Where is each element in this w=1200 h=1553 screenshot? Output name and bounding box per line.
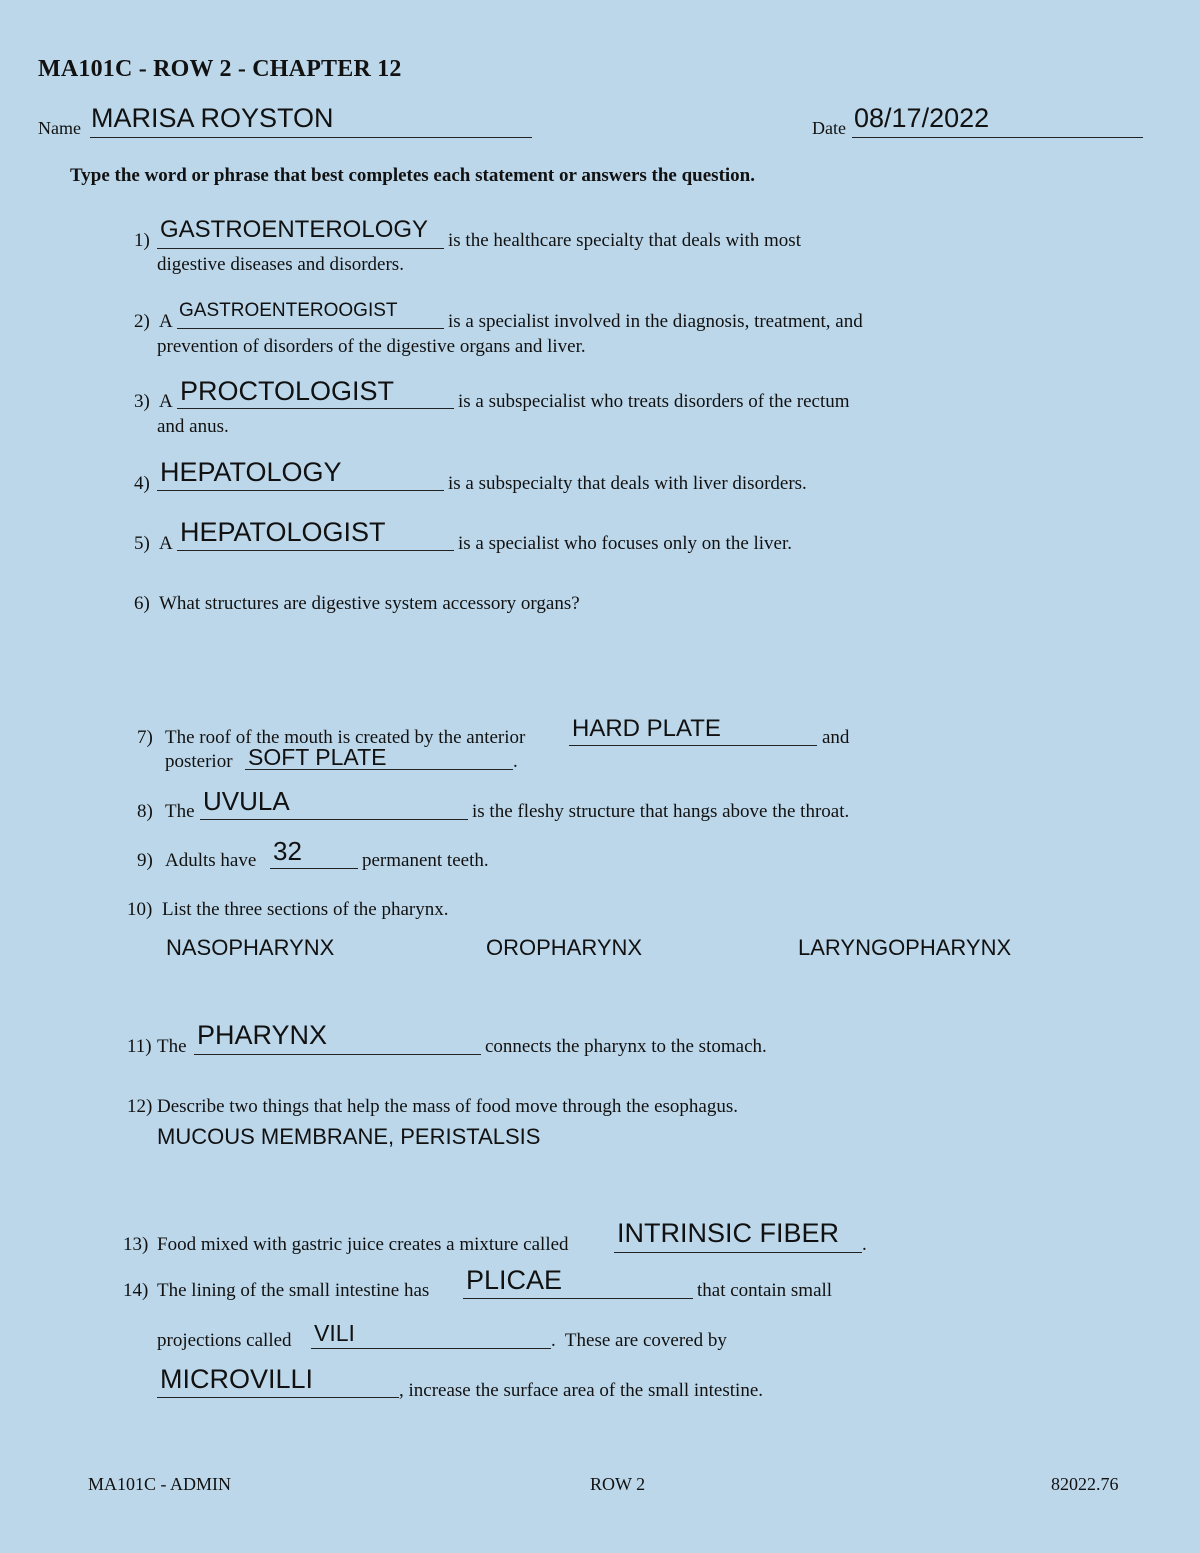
answer-field-q7b[interactable]: SOFT PLATE: [248, 744, 387, 770]
question-text: is a specialist who focuses only on the liver.: [458, 533, 793, 554]
answer-field-q10-1[interactable]: NASOPHARYNX: [166, 935, 335, 960]
question-text: List the three sections of the pharynx.: [162, 899, 449, 920]
question-text: projections called: [157, 1330, 292, 1351]
answer-field-q11[interactable]: PHARYNX: [197, 1020, 328, 1050]
question-text: that contain small: [697, 1280, 833, 1301]
question-number: 6): [134, 593, 150, 614]
question-text: Describe two things that help the mass of food move through the esophagus.: [157, 1096, 738, 1117]
footer-center: ROW 2: [590, 1474, 646, 1494]
answer-underline: [157, 248, 444, 249]
question-text: is a specialist involved in the diagnosis, treatment, and: [448, 311, 863, 332]
question-prefix: A: [159, 311, 173, 332]
question-text: posterior: [165, 751, 233, 772]
answer-field-q1[interactable]: GASTROENTEROLOGY: [160, 216, 429, 243]
instructions: Type the word or phrase that best completes each statement or answers the question.: [70, 165, 755, 186]
question-text: connects the pharynx to the stomach.: [485, 1036, 767, 1057]
question-text: digestive diseases and disorders.: [157, 254, 404, 275]
question-prefix: The: [165, 801, 195, 822]
answer-field-q13[interactable]: INTRINSIC FIBER: [617, 1218, 840, 1248]
question-text: is a subspecialist who treats disorders of the rectum: [458, 391, 850, 412]
question-number: 3): [134, 391, 150, 412]
date-underline: [852, 137, 1143, 138]
name-label: Name: [38, 118, 81, 138]
question-text: .: [862, 1234, 867, 1255]
question-text: . These are covered by: [551, 1330, 727, 1351]
answer-field-q2[interactable]: GASTROENTEROOGIST: [179, 300, 398, 321]
footer-right: 82022.76: [1051, 1474, 1119, 1494]
question-number: 12): [127, 1096, 153, 1117]
question-text: and anus.: [157, 416, 229, 437]
answer-field-q14b[interactable]: VILI: [314, 1320, 355, 1346]
question-number: 8): [137, 801, 153, 822]
question-number: 4): [134, 473, 150, 494]
answer-field-q12[interactable]: MUCOUS MEMBRANE, PERISTALSIS: [157, 1124, 541, 1149]
answer-field-q10-3[interactable]: LARYNGOPHARYNX: [798, 935, 1012, 960]
question-text: prevention of disorders of the digestive organs and liver.: [157, 336, 586, 357]
question-text: is the fleshy structure that hangs above the throat.: [472, 801, 850, 822]
answer-field-q7a[interactable]: HARD PLATE: [572, 715, 721, 742]
question-number: 1): [134, 230, 150, 251]
answer-field-q9[interactable]: 32: [273, 836, 302, 866]
answer-underline: [270, 868, 358, 869]
answer-field-q3[interactable]: PROCTOLOGIST: [180, 376, 395, 406]
answer-underline: [157, 1397, 399, 1398]
date-field[interactable]: 08/17/2022: [854, 103, 990, 133]
answer-field-q14c[interactable]: MICROVILLI: [160, 1364, 314, 1394]
question-text: and: [822, 727, 850, 748]
question-number: 9): [137, 850, 153, 871]
answer-underline: [569, 745, 817, 746]
question-text: The roof of the mouth is created by the anterior: [165, 727, 526, 748]
name-underline: [90, 137, 532, 138]
question-number: 5): [134, 533, 150, 554]
answer-underline: [311, 1348, 551, 1349]
answer-underline: [614, 1252, 862, 1253]
question-number: 2): [134, 311, 150, 332]
question-prefix: A: [159, 533, 173, 554]
answer-field-q14a[interactable]: PLICAE: [466, 1265, 563, 1295]
question-text: Food mixed with gastric juice creates a mixture called: [157, 1234, 569, 1255]
answer-field-q8[interactable]: UVULA: [203, 786, 290, 816]
answer-underline: [177, 408, 454, 409]
question-text: is a subspecialty that deals with liver disorders.: [448, 473, 807, 494]
date-label: Date: [812, 118, 846, 138]
answer-underline: [177, 328, 444, 329]
question-prefix: Adults have: [165, 850, 257, 871]
answer-underline: [177, 550, 454, 551]
question-number: 7): [137, 727, 153, 748]
question-text: What structures are digestive system accessory organs?: [159, 593, 580, 614]
answer-field-q4[interactable]: HEPATOLOGY: [160, 457, 342, 487]
question-number: 14): [123, 1280, 149, 1301]
question-text: The lining of the small intestine has: [157, 1280, 430, 1301]
answer-field-q5[interactable]: HEPATOLOGIST: [180, 517, 386, 547]
answer-underline: [157, 490, 444, 491]
page-title: MA101C - ROW 2 - CHAPTER 12: [38, 56, 402, 82]
question-number: 13): [123, 1234, 149, 1255]
answer-underline: [194, 1054, 481, 1055]
question-prefix: The: [157, 1036, 187, 1057]
footer-left: MA101C - ADMIN: [88, 1474, 232, 1494]
question-number: 10): [127, 899, 153, 920]
answer-underline: [200, 819, 468, 820]
question-text: permanent teeth.: [362, 850, 489, 871]
question-number: 11): [127, 1036, 152, 1057]
answer-underline: [463, 1298, 693, 1299]
answer-field-q10-2[interactable]: OROPHARYNX: [486, 935, 643, 960]
question-text: is the healthcare specialty that deals with most: [448, 230, 801, 251]
question-prefix: A: [159, 391, 173, 412]
question-text: .: [513, 751, 518, 772]
question-text: , increase the surface area of the small intestine.: [399, 1380, 763, 1401]
name-field[interactable]: MARISA ROYSTON: [91, 103, 334, 133]
